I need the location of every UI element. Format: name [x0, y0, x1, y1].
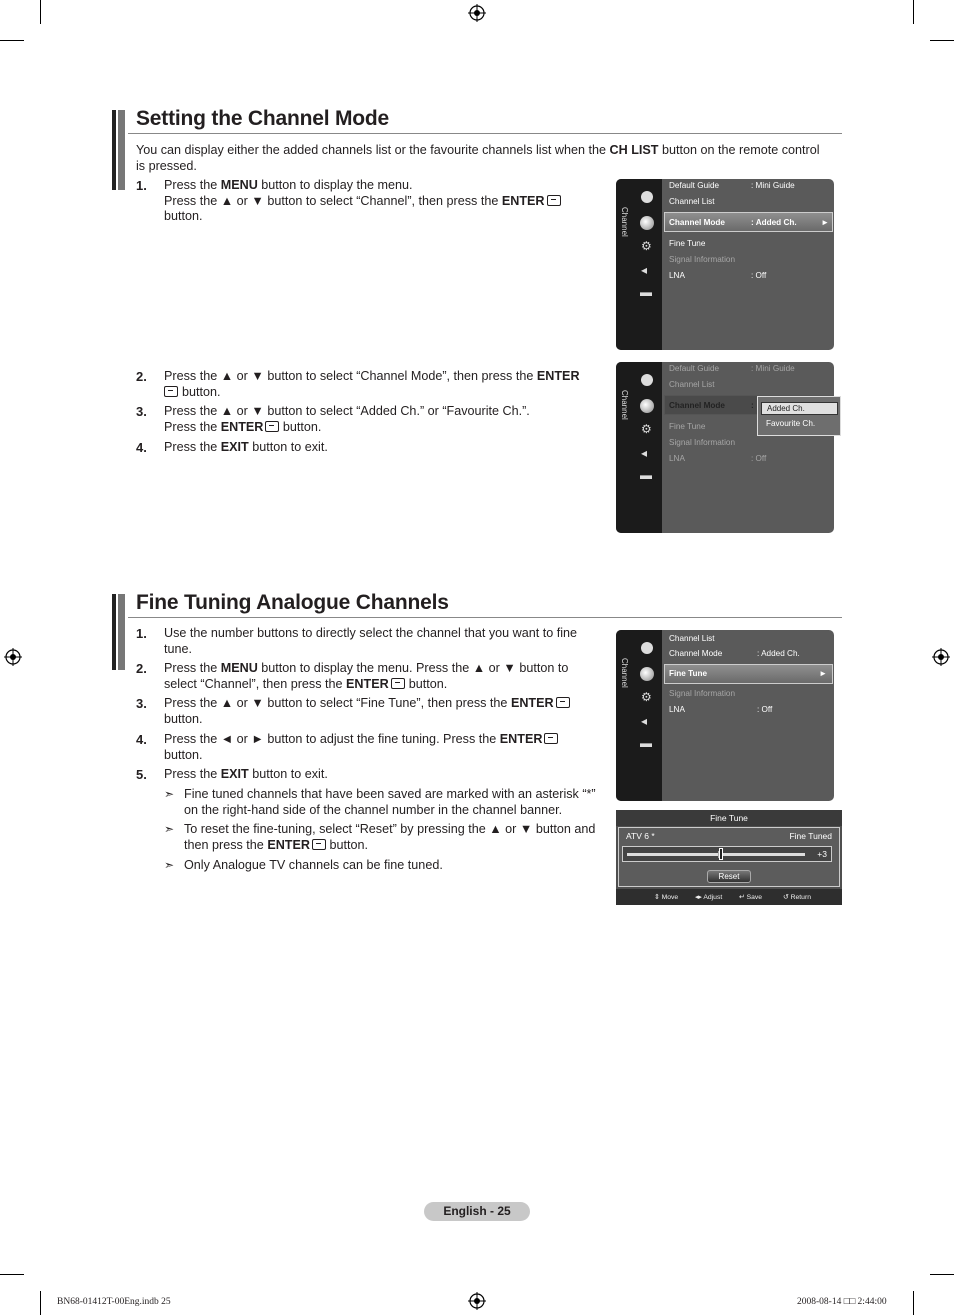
text: Press the ▲ or ▼ button to select “Added Ch.” or “Favourite Ch.”.	[164, 404, 530, 418]
menu-item-default-guide	[669, 364, 795, 373]
page-number: English - 25	[424, 1202, 530, 1221]
text-bold: ENTER	[220, 419, 264, 434]
text-bold: EXIT	[220, 440, 249, 454]
channel-icon[interactable]	[640, 667, 654, 681]
text: Press the ▲ or ▼ button to select “Channel Mode”, then press the	[164, 369, 537, 383]
step-number: 5.	[136, 767, 147, 782]
text: Fine tuned channels that have been saved are marked with an asterisk “*”	[184, 787, 596, 801]
setup-icon: ⚙	[641, 422, 652, 436]
label: Fine Tune	[669, 422, 706, 431]
label: LNA	[669, 705, 685, 714]
menu-side-label: Channel	[620, 658, 629, 688]
text: Press the	[164, 767, 221, 781]
crop-mark	[0, 40, 24, 41]
menu-item-channel-list	[669, 380, 715, 389]
hint-label: Save	[746, 894, 763, 901]
value: : Off	[751, 454, 767, 463]
section-rule	[128, 133, 842, 134]
enter-icon	[391, 678, 405, 689]
crop-mark	[930, 40, 954, 41]
label: Channel Mode	[669, 401, 725, 410]
enter-icon: ↵	[739, 894, 745, 901]
step-text	[164, 767, 604, 783]
adjust-hint	[695, 893, 722, 901]
menu-sidebar	[616, 179, 662, 350]
label: Channel List	[669, 197, 715, 206]
slider-thumb[interactable]	[719, 848, 723, 860]
step-number: 3.	[136, 696, 147, 711]
menu-sidebar	[616, 630, 662, 801]
label: Default Guide	[669, 364, 720, 373]
enter-icon	[312, 839, 326, 850]
label: LNA	[669, 271, 685, 280]
value: : Added Ch.	[751, 218, 797, 227]
save-hint	[739, 893, 762, 901]
popup-option-added[interactable]: Added Ch.	[761, 402, 838, 415]
text: button.	[408, 676, 448, 691]
crop-mark	[913, 0, 914, 24]
label: Channel List	[669, 634, 715, 643]
enter-icon	[265, 421, 279, 432]
crop-mark	[40, 0, 41, 24]
note-text	[184, 858, 614, 874]
text: then press the	[184, 837, 268, 852]
application-icon: ▬	[640, 285, 652, 299]
value: : Mini Guide	[751, 181, 795, 190]
hint-label: Move	[661, 894, 679, 901]
section-bar	[112, 110, 125, 190]
text: Press the ▲ or ▼ button to select “Fine Tune”, then press the	[164, 696, 511, 710]
value: : Off	[757, 705, 773, 714]
text-bold: MENU	[220, 178, 258, 192]
fine-tune-title: Fine Tune	[616, 810, 842, 826]
registration-mark-icon	[4, 648, 22, 666]
picture-icon	[641, 191, 653, 203]
updown-icon: ⇕	[654, 894, 660, 901]
application-icon: ▬	[640, 468, 652, 482]
section-rule	[128, 617, 842, 618]
step-text	[164, 404, 604, 435]
return-icon: ↺	[783, 894, 789, 901]
step-text	[164, 626, 604, 657]
move-hint	[654, 893, 678, 901]
input-icon: ◂	[641, 446, 648, 460]
label: Fine Tune	[669, 669, 708, 678]
menu-item-lna[interactable]	[669, 271, 767, 280]
text: button.	[164, 711, 203, 726]
menu-sidebar	[616, 362, 662, 533]
text-bold: ENTER	[536, 369, 580, 383]
application-icon: ▬	[640, 736, 652, 750]
section-bar	[112, 594, 125, 670]
text: on the right-hand side of the channel number in the channel banner.	[184, 802, 563, 817]
menu-item-fine-tune[interactable]	[669, 239, 705, 248]
note-arrow-icon: ➣	[164, 858, 175, 872]
text-bold: ENTER	[499, 732, 543, 746]
text: Press the ▲ or ▼ button to select “Channel”, then press the	[164, 193, 502, 208]
crop-mark	[930, 1274, 954, 1275]
text: select “Channel”, then press the	[164, 676, 347, 691]
text: button.	[164, 747, 203, 762]
text: button to exit.	[248, 767, 328, 781]
slider-value: +3	[817, 849, 827, 859]
label: Signal Information	[669, 438, 735, 447]
hint-label: Adjust	[703, 894, 723, 901]
input-icon: ◂	[641, 263, 648, 277]
text-bold: ENTER	[501, 193, 545, 208]
text: Press the ◄ or ► button to adjust the fine tuning. Press the	[164, 732, 500, 746]
channel-icon[interactable]	[640, 399, 654, 413]
menu-item-channel-mode[interactable]	[669, 649, 800, 658]
label: LNA	[669, 454, 685, 463]
submenu-arrow-icon: ►	[821, 218, 830, 227]
file-info: BN68-01412T-00Eng.indb 25	[57, 1297, 171, 1307]
crop-mark	[40, 1291, 41, 1315]
menu-item-channel-list[interactable]	[669, 197, 715, 206]
hint-label: Return	[790, 894, 811, 901]
menu-item-fine-tune	[669, 422, 705, 431]
leftright-icon: ◂▸	[695, 894, 702, 901]
text: button.	[182, 384, 221, 399]
crop-mark	[0, 1274, 24, 1275]
submenu-arrow-icon: ►	[819, 669, 828, 678]
input-icon: ◂	[641, 714, 648, 728]
label: Default Guide	[669, 181, 720, 190]
step-number: 4.	[136, 440, 147, 455]
note-text	[184, 787, 614, 818]
value: : Off	[751, 271, 767, 280]
setup-icon: ⚙	[641, 239, 652, 253]
menu-item-channel-mode	[669, 401, 754, 410]
registration-mark-icon	[468, 1292, 486, 1310]
channel-menu-fine-tune	[616, 630, 834, 801]
fine-tune-slider[interactable]	[622, 846, 832, 862]
step-text	[164, 732, 604, 763]
menu-item-channel-list[interactable]	[669, 634, 715, 643]
text-bold: EXIT	[220, 767, 249, 781]
enter-icon	[547, 195, 561, 206]
menu-side-label: Channel	[620, 390, 629, 420]
text-bold: ENTER	[346, 676, 389, 691]
intro-text	[136, 143, 842, 174]
menu-item-fine-tune[interactable]	[669, 669, 707, 678]
step-number: 1.	[136, 178, 147, 193]
text: Press the	[164, 440, 221, 454]
intro-part: button on the remote control	[658, 143, 820, 157]
section-title: Fine Tuning Analogue Channels	[136, 591, 449, 614]
channel-label: ATV 6 *	[626, 831, 655, 841]
intro-part: You can display either the added channels list or the favourite channels list when the	[136, 143, 610, 157]
step-number: 2.	[136, 369, 147, 384]
menu-item-lna	[669, 454, 767, 463]
popup-option-favourite[interactable]: Favourite Ch.	[766, 419, 816, 428]
registration-mark-icon	[468, 4, 486, 22]
enter-icon	[164, 386, 178, 397]
note-arrow-icon: ➣	[164, 787, 175, 801]
label: Channel Mode	[669, 649, 723, 658]
step-text	[164, 369, 604, 400]
fine-tune-dialog	[616, 810, 842, 905]
registration-mark-icon	[932, 648, 950, 666]
text-bold: ENTER	[267, 837, 310, 852]
fine-tuned-status: Fine Tuned	[789, 831, 832, 841]
text: Use the number buttons to directly select the channel that you want to fine	[164, 626, 578, 640]
crop-mark	[913, 1291, 914, 1315]
text: button to exit.	[248, 440, 328, 454]
intro-part: is pressed.	[136, 158, 197, 173]
menu-side-label: Channel	[620, 207, 629, 237]
value: : Added Ch.	[757, 649, 800, 658]
step-text	[164, 661, 604, 692]
value: :	[751, 401, 754, 410]
label: Signal Information	[669, 689, 735, 698]
label: Channel Mode	[669, 218, 725, 227]
fine-tune-footer	[616, 889, 842, 905]
enter-icon	[544, 733, 558, 744]
menu-item-lna[interactable]	[669, 705, 773, 714]
enter-icon	[556, 697, 570, 708]
channel-menu	[616, 179, 834, 350]
step-number: 3.	[136, 404, 147, 419]
menu-item-signal-information	[669, 438, 735, 447]
step-number: 4.	[136, 732, 147, 747]
label: Signal Information	[669, 255, 735, 264]
slider-track	[627, 853, 805, 856]
note-text	[184, 822, 614, 853]
print-date: 2008-08-14 □□ 2:44:00	[797, 1297, 887, 1307]
menu-item-channel-mode[interactable]	[669, 218, 797, 227]
note-arrow-icon: ➣	[164, 822, 175, 836]
label: Channel List	[669, 380, 715, 389]
step-text	[164, 696, 604, 727]
reset-button[interactable]: Reset	[707, 870, 751, 883]
text: button.	[326, 837, 369, 852]
section-title: Setting the Channel Mode	[136, 107, 390, 130]
menu-item-signal-information	[669, 255, 735, 264]
picture-icon	[641, 374, 653, 386]
value: : Mini Guide	[751, 364, 795, 373]
menu-item-signal-information	[669, 689, 735, 698]
text-bold: ENTER	[510, 696, 554, 710]
channel-icon[interactable]	[640, 216, 654, 230]
step-number: 2.	[136, 661, 147, 676]
label: Fine Tune	[669, 239, 706, 248]
intro-bold: CH LIST	[609, 143, 659, 157]
text: tune.	[164, 641, 193, 656]
channel-menu-popup	[616, 362, 834, 533]
step-text	[164, 440, 604, 456]
text: button.	[164, 209, 203, 224]
text: To reset the fine-tuning, select “Reset” by pressing the ▲ or ▼ button and	[184, 822, 596, 836]
step-number: 1.	[136, 626, 147, 641]
text: Press the	[164, 661, 221, 675]
step-text	[164, 178, 594, 225]
menu-item-default-guide[interactable]	[669, 181, 795, 190]
picture-icon	[641, 642, 653, 654]
text: Press the	[164, 419, 221, 434]
text: Only Analogue TV channels can be fine tuned.	[184, 858, 443, 872]
text-bold: MENU	[220, 661, 258, 675]
return-hint	[783, 893, 811, 901]
text: button.	[279, 419, 322, 434]
text: button to display the menu. Press the ▲ or ▼ button to	[257, 661, 569, 675]
channel-mode-popup	[757, 396, 841, 436]
text: Press the	[164, 178, 221, 192]
setup-icon: ⚙	[641, 690, 652, 704]
text: button to display the menu.	[257, 178, 413, 192]
